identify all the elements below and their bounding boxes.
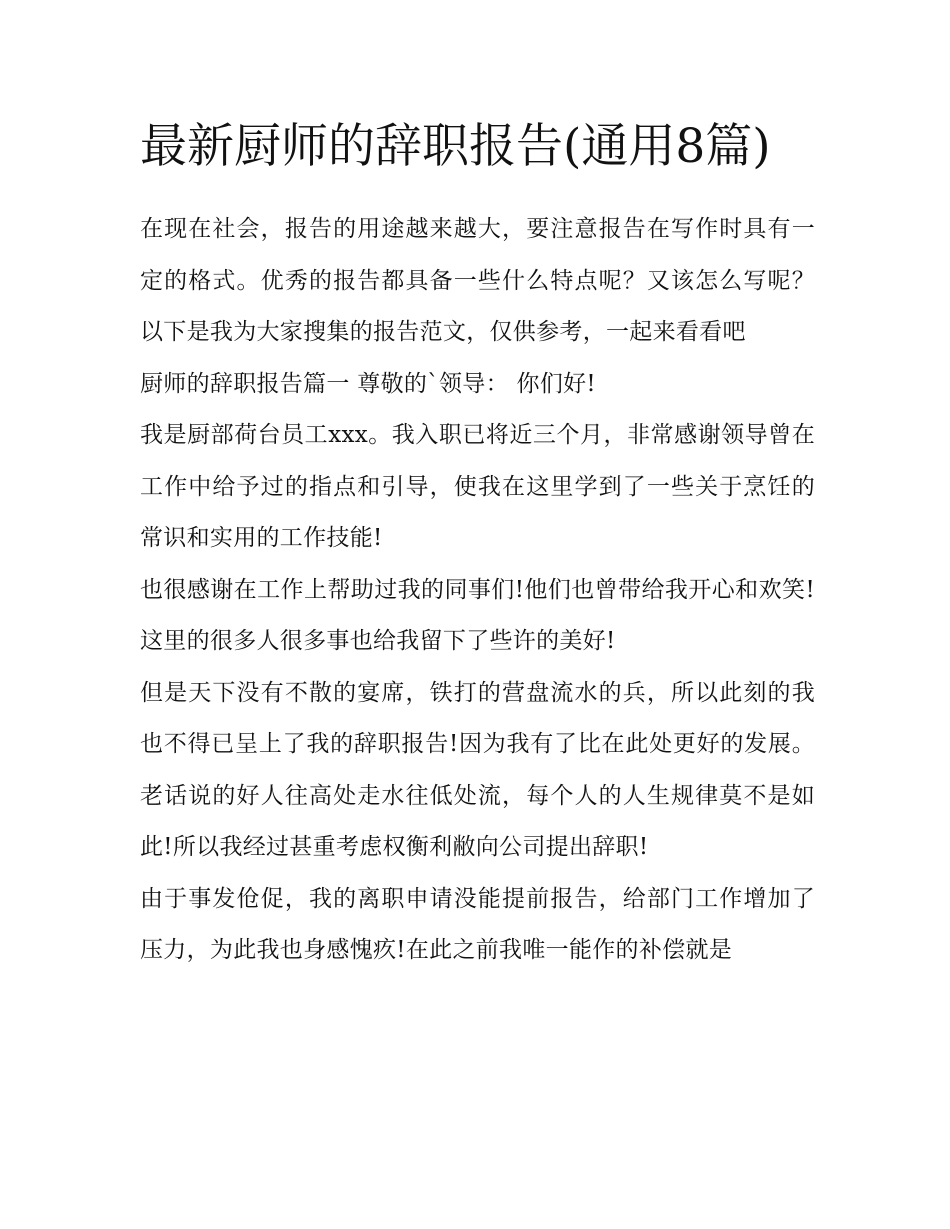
document-body xyxy=(140,204,815,977)
paragraph-reason: 但是天下没有不散的宴席，铁打的营盘流水的兵，所以此刻的我也不得已呈上了我的辞职报告!因为我有了比在此处更好的发展。老话说的好人往高处走水往低处流，每个人的人生规律莫不是如此!所以我经过甚重考虑权衡利敝向公司提出辞职! xyxy=(140,679,815,860)
paragraph-apology: 由于事发伧促，我的离职申请没能提前报告，给部门工作增加了压力，为此我也身感愧疚!在此之前我唯一能作的补偿就是 xyxy=(140,885,815,963)
paragraph-thanks-colleagues: 也很感谢在工作上帮助过我的同事们!他们也曾带给我开心和欢笑!这里的很多人很多事也给我留下了些许的美好! xyxy=(140,576,815,654)
paragraph-intro: 在现在社会，报告的用途越来越大，要注意报告在写作时具有一定的格式。优秀的报告都具备一些什么特点呢？又该怎么写呢？以下是我为大家搜集的报告范文，仅供参考，一起来看看吧 xyxy=(140,216,815,345)
paragraph-salutation: 厨师的辞职报告篇一 尊敬的`领导： 你们好! xyxy=(140,370,596,397)
paragraph-self-intro: 我是厨部荷台员工xxx。我入职已将近三个月，非常感谢领导曾在工作中给予过的指点和引导，使我在这里学到了一些关于烹饪的常识和实用的工作技能! xyxy=(140,422,815,551)
document-title: 最新厨师的辞职报告(通用8篇) xyxy=(140,119,771,174)
document-page xyxy=(140,108,815,977)
